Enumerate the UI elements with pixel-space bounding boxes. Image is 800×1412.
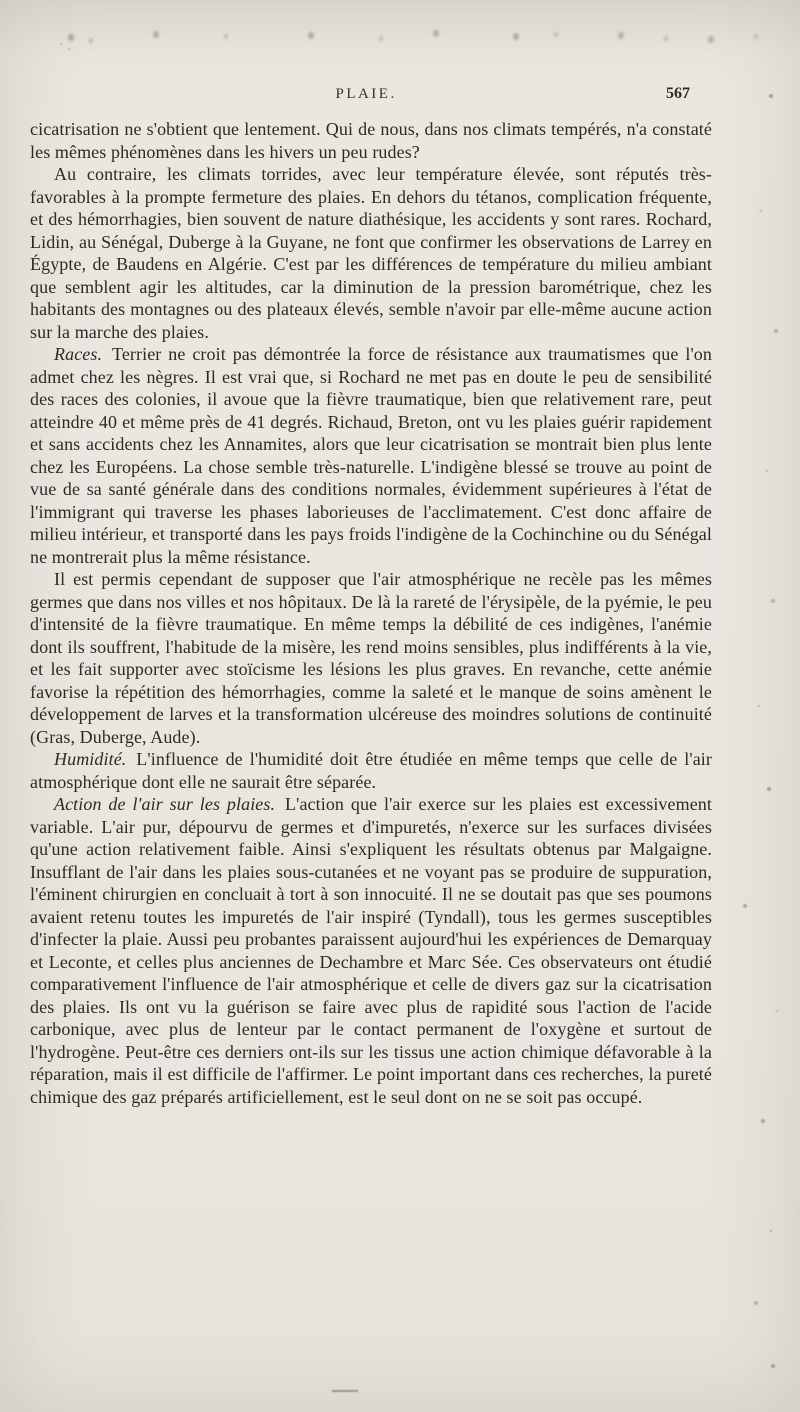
paragraph — [30, 793, 712, 1108]
paragraph-text: Terrier ne croit pas démontrée la force de résistance aux traumatismes que l'on admet chez les nègres. Il est vrai que, si Rochard ne met pas en doute le peu de sensibilité des races des colonies, il avoue que la fièvre traumatique, bien que relativement rare, peut atteindre 40 et même près de 41 degrés. Richaud, Breton, ont vu les plaies guérir rapidement et sans accidents chez les Annamites, alors que leur cicatrisation se montrait bien plus lente chez les Européens. La chose semble très-naturelle. L'indigène blessé se trouve au point de vue de sa santé générale dans des conditions normales, évidemment supérieures à l'état de l'immigrant qui traverse les phases laborieuses de l'acclimatement. C'est donc affaire de milieu intérieur, et transporté dans les pays froids l'indigène de la Cochinchine ou du Sénégal ne montrerait plus la même résistance. — [30, 344, 712, 567]
paragraph-lead: Action de l'air sur les plaies. — [54, 794, 276, 814]
paragraph — [30, 163, 712, 343]
body-text — [30, 118, 712, 1108]
paragraph — [30, 118, 712, 163]
paragraph-text: Au contraire, les climats torrides, avec leur température élevée, sont réputés très-favorables à la prompte fermeture des plaies. En dehors du tétanos, complication fréquente, et des hémorrhagies, bien souvent de nature diathésique, les accidents y sont rares. Rochard, Lidin, au Sénégal, Duberge à la Guyane, ne font que confirmer les observations de Larrey en Égypte, de Baudens en Algérie. C'est par les différences de température du milieu ambiant que semblent agir les altitudes, car la diminution de la pression barométrique, chez les habitants des montagnes ou des plateaux élevés, semble n'avoir par elle-même aucune action sur la marche des plaies. — [30, 164, 712, 342]
paragraph-lead: Races. — [54, 344, 103, 364]
paragraph-text: L'influence de l'humidité doit être étudiée en même temps que celle de l'air atmosphérique dont elle ne saurait être séparée. — [30, 749, 712, 792]
paragraph-text: L'action que l'air exerce sur les plaies est excessivement variable. L'air pur, dépourvu de germes et d'impuretés, n'exerce sur les surfaces divisées qu'une action relativement faible. Ainsi s'expliquent les résultats obtenus par Malgaigne. Insufflant de l'air dans les plaies sous-cutanées et ne voyant pas se produire de suppuration, l'éminent chirurgien en concluait à tort à son innocuité. Il ne se doutait pas que ses poumons avaient retenu toutes les impuretés de l'air inspiré (Tyndall), tous les germes susceptibles d'infecter la plaie. Aussi peu probantes paraissent aujourd'hui les expériences de Demarquay et Leconte, et celles plus anciennes de Dechambre et Marc Sée. Ces observateurs ont étudié comparativement l'influence de l'air atmosphérique et celle de divers gaz sur la cicatrisation des plaies. Ils ont vu la guérison se faire avec plus de rapidité sous l'action de l'acide carbonique, avec plus de lenteur par le contact permanent de l'oxygène et surtout de l'hydrogène. Peut-être ces derniers ont-ils sur les tissus une action chimique défavorable à la réparation, mais il est difficile de l'affirmer. Le point important dans ces recherches, la pureté chimique des gaz préparés artificiellement, est le seul dont on ne se soit pas occupé. — [30, 794, 712, 1107]
scan-artifact-specks — [0, 0, 2, 2]
scan-artifact-top-smudges — [10, 30, 12, 33]
paragraph — [30, 748, 712, 793]
paragraph-text: cicatrisation ne s'obtient que lentement. Qui de nous, dans nos climats tempérés, n'a constaté les mêmes phénomènes dans les hivers un peu rudes? — [30, 119, 712, 162]
paragraph-text: Il est permis cependant de supposer que l'air atmosphérique ne recèle pas les mêmes germes que dans nos villes et nos hôpitaux. De là la rareté de l'érysipèle, de la pyémie, le peu d'intensité de la fièvre traumatique. En même temps la débilité de ces indigènes, l'anémie dont ils souffrent, l'habitude de la misère, les rend moins sensibles, plus indifférents à la vie, et les fait supporter avec stoïcisme les lésions les plus graves. En revanche, cette anémie favorise la répétition des hémorrhagies, comme la saleté et le manque de soins amènent le développement de larves et la transformation ulcéreuse des moindres solutions de continuité (Gras, Duberge, Aude). — [30, 569, 712, 747]
paragraph-lead: Humidité. — [54, 749, 127, 769]
paragraph — [30, 568, 712, 748]
paragraph — [30, 343, 712, 568]
scan-artifact-bottom-dash — [332, 1390, 358, 1392]
page-number: 567 — [666, 85, 690, 102]
running-title: PLAIE. — [335, 86, 397, 102]
page-header — [30, 86, 712, 108]
